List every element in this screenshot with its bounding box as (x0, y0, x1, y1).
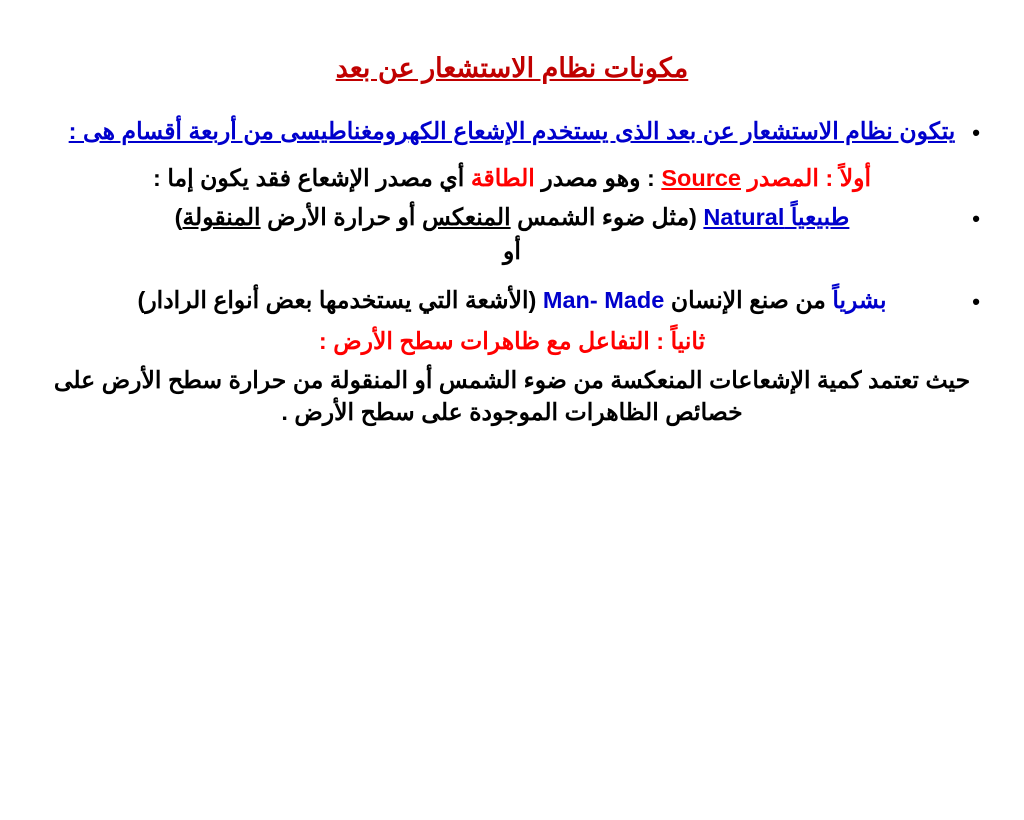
heading-source-mid: : وهو مصدر (534, 165, 662, 191)
natural-mid: أو حرارة الأرض (260, 204, 422, 231)
natural-transferred: المنقولة (182, 204, 261, 231)
bullet-natural (46, 202, 978, 233)
heading-source (46, 163, 978, 194)
bullet-intro-text: يتكون نظام الاستشعار عن بعد الذى يستخدم الإشعاع الكهرومغناطيسى من أربعة أقسام هى : (68, 117, 956, 144)
slide-body (46, 116, 978, 428)
manmade-label-en: Man- Made (542, 286, 665, 313)
bullet-manmade (46, 285, 978, 316)
manmade-tail: (الأشعة التي يستخدمها بعض أنواع الرادار) (137, 286, 543, 313)
connector-or-text: أو (503, 237, 521, 264)
natural-label-ar: طبيعياً (784, 204, 850, 231)
bullet-intro (46, 116, 978, 147)
natural-label-en: Natural (703, 204, 785, 231)
paragraph-interaction-text: حيث تعتمد كمية الإشعاعات المنعكسة من ضوء الشمس أو المنقولة من حرارة سطح الأرض على خصائص الظاهرات الموجودة على سطح الأرض . (53, 367, 971, 425)
paragraph-interaction (46, 365, 978, 428)
bullet-dot-icon: • (972, 119, 980, 145)
natural-reflected: المنعكس (421, 204, 511, 231)
heading-source-label: أولاً : المصدر (741, 165, 872, 191)
spacer (46, 357, 978, 365)
heading-interaction-text: ثانياً : التفاعل مع ظاهرات سطح الأرض : (318, 328, 706, 354)
bullet-dot-icon: • (972, 206, 980, 232)
page-title: مكونات نظام الاستشعار عن بعد (335, 53, 689, 83)
spacer (46, 318, 978, 326)
spacer (46, 149, 978, 163)
heading-source-term-en: Source (661, 165, 741, 191)
bullet-dot-icon: • (972, 288, 980, 314)
heading-interaction (46, 326, 978, 357)
spacer (46, 267, 978, 285)
spacer (46, 194, 978, 202)
natural-paren-close: ) (174, 204, 183, 231)
natural-paren-open: (مثل ضوء الشمس (510, 204, 704, 231)
heading-source-tail: أي مصدر الإشعاع فقد يكون إما : (152, 165, 471, 191)
slide-canvas (0, 52, 1024, 820)
connector-or (46, 236, 978, 267)
manmade-mid: من صنع الإنسان (664, 286, 833, 313)
manmade-label-ar: بشرياً (832, 286, 887, 313)
heading-source-energy: الطاقة (470, 165, 535, 191)
